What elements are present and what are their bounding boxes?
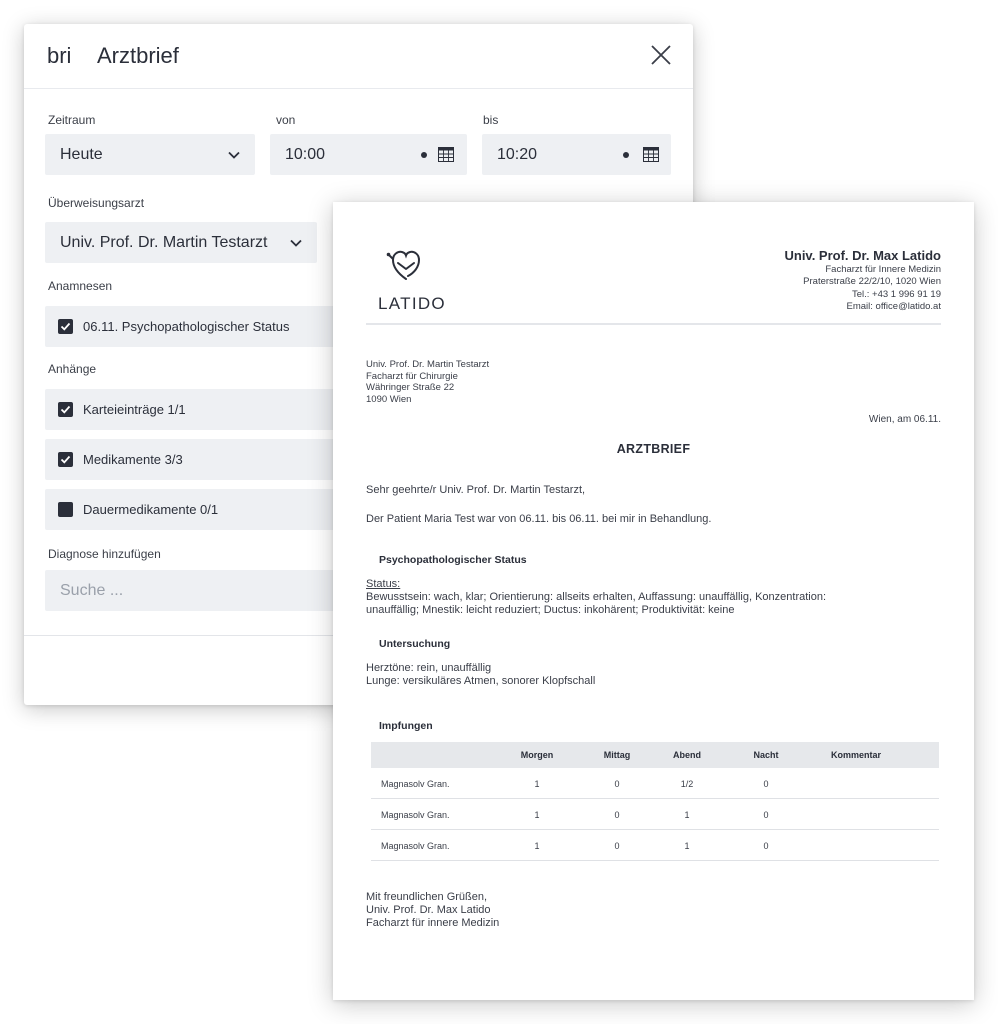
recipient-line: Währinger Straße 22 (366, 382, 455, 394)
table-cell: 0 (614, 841, 620, 851)
timeframe-select[interactable] (45, 134, 255, 175)
table-cell: Magnasolv Gran. (381, 841, 450, 851)
stethoscope-heart-logo-icon (386, 246, 426, 284)
psych-heading: Psychopathologischer Status (379, 554, 527, 566)
brand-name: LATIDO (378, 294, 446, 313)
table-cell: 1 (534, 779, 540, 789)
attachment-item[interactable] (45, 439, 365, 480)
letter-header-divider (366, 323, 941, 325)
dialog-short-label: bri (47, 43, 72, 68)
salutation: Sehr geehrte/r Univ. Prof. Dr. Martin Testarzt, (366, 484, 586, 496)
column-header: Abend (673, 750, 701, 760)
anamnesen-label: Anamnesen (48, 279, 113, 293)
column-header: Mittag (603, 750, 631, 760)
from-label: von (276, 113, 296, 127)
diagnosis-label: Diagnose hinzufügen (48, 547, 161, 561)
sender-line: Praterstraße 22/2/10, 1020 Wien (803, 276, 941, 288)
closing-line: Mit freundlichen Grüßen, (366, 891, 488, 903)
closing-line: Facharzt für innere Medizin (366, 917, 500, 929)
psych-line: Bewusstsein: wach, klar; Orientierung: allseits erhalten, Auffassung: unauffällig, Konzentration: (366, 591, 827, 603)
to-label: bis (483, 113, 499, 127)
table-header (371, 742, 939, 768)
checkbox-checked-icon[interactable] (58, 402, 73, 417)
chevron-down-icon (227, 148, 241, 162)
table-cell: 1 (534, 841, 540, 851)
anamnese-item-label: 06.11. Psychopathologischer Status (83, 319, 290, 334)
table-cell: 0 (614, 810, 620, 820)
table-cell: Magnasolv Gran. (381, 779, 450, 789)
dialog-title: Arztbrief (97, 43, 179, 68)
timeframe-value: Heute (60, 145, 103, 163)
attachment-item[interactable] (45, 389, 365, 430)
status-dot-icon (421, 152, 427, 158)
sender-line: Facharzt für Innere Medizin (825, 264, 941, 275)
referrer-value: Univ. Prof. Dr. Martin Testarzt (60, 233, 268, 251)
table-row (371, 768, 939, 799)
sender-line: Email: office@latido.at (846, 301, 941, 313)
to-time-value: 10:20 (497, 145, 538, 163)
vacc-heading: Impfungen (379, 720, 433, 732)
attachment-item-label: Dauermedikamente 0/1 (83, 502, 219, 517)
sender-name: Univ. Prof. Dr. Max Latido (784, 248, 941, 263)
closing-block (366, 891, 499, 930)
column-header: Morgen (520, 750, 554, 760)
table-row (371, 799, 939, 830)
column-header: Kommentar (831, 750, 882, 760)
table-cell: 0 (763, 841, 769, 851)
referrer-select[interactable] (45, 222, 317, 263)
checkbox-checked-icon[interactable] (58, 452, 73, 467)
letter-preview (333, 202, 974, 1000)
anamnese-item[interactable] (45, 306, 365, 347)
referrer-label: Überweisungsarzt (48, 196, 145, 210)
psych-text (366, 578, 826, 617)
close-icon[interactable] (650, 44, 672, 66)
chevron-down-icon (289, 236, 303, 250)
exam-heading: Untersuchung (379, 638, 451, 650)
attachment-item[interactable] (45, 489, 365, 530)
recipient-block (366, 359, 489, 406)
sender-block (784, 247, 941, 314)
table-cell: Magnasolv Gran. (381, 810, 450, 820)
psych-sublabel: Status: (366, 578, 401, 590)
table-cell: 1 (684, 810, 690, 820)
closing-line: Univ. Prof. Dr. Max Latido (366, 904, 491, 916)
table-cell: 0 (763, 810, 769, 820)
sender-line: Tel.: +43 1 996 91 19 (851, 288, 941, 300)
calendar-icon[interactable] (438, 147, 454, 162)
attachment-item-label: Medikamente 3/3 (83, 452, 183, 467)
recipient-line: 1090 Wien (366, 394, 412, 406)
intro-text: Der Patient Maria Test war von 06.11. bis 06.11. bei mir in Behandlung. (366, 513, 712, 525)
calendar-icon[interactable] (643, 147, 659, 162)
column-header: Nacht (753, 750, 779, 760)
checkbox-checked-icon[interactable] (58, 319, 73, 334)
from-time-input[interactable] (270, 134, 467, 175)
checkbox-unchecked-icon[interactable] (58, 502, 73, 517)
psych-line: unauffällig; Mnestik: leicht reduziert; Ductus: inkohärent; Produktivität: keine (366, 604, 735, 616)
to-time-input[interactable] (482, 134, 671, 175)
table-cell: 1/2 (680, 779, 694, 789)
attachments-label: Anhänge (48, 362, 97, 376)
from-time-value: 10:00 (285, 145, 326, 163)
exam-line: Herztöne: rein, unauffällig (366, 662, 492, 674)
table-cell: 1 (684, 841, 690, 851)
timeframe-label: Zeitraum (48, 113, 96, 127)
exam-line: Lunge: versikuläres Atmen, sonorer Klopfschall (366, 675, 596, 687)
table-cell: 1 (534, 810, 540, 820)
exam-text (366, 662, 595, 688)
letter-title: ARZTBRIEF (616, 442, 691, 456)
attachment-item-label: Karteieinträge 1/1 (83, 402, 186, 417)
recipient-line: Univ. Prof. Dr. Martin Testarzt (366, 359, 490, 370)
diagnosis-placeholder: Suche ... (60, 581, 124, 599)
diagnosis-search-input[interactable] (45, 570, 365, 611)
dialog-header (24, 24, 693, 88)
table-row (371, 830, 939, 861)
header-divider (24, 88, 693, 89)
letter-date: Wien, am 06.11. (868, 414, 941, 425)
recipient-line: Facharzt für Chirurgie (366, 370, 458, 382)
status-dot-icon (623, 152, 629, 158)
table-cell: 0 (614, 779, 620, 789)
table-cell: 0 (763, 779, 769, 789)
